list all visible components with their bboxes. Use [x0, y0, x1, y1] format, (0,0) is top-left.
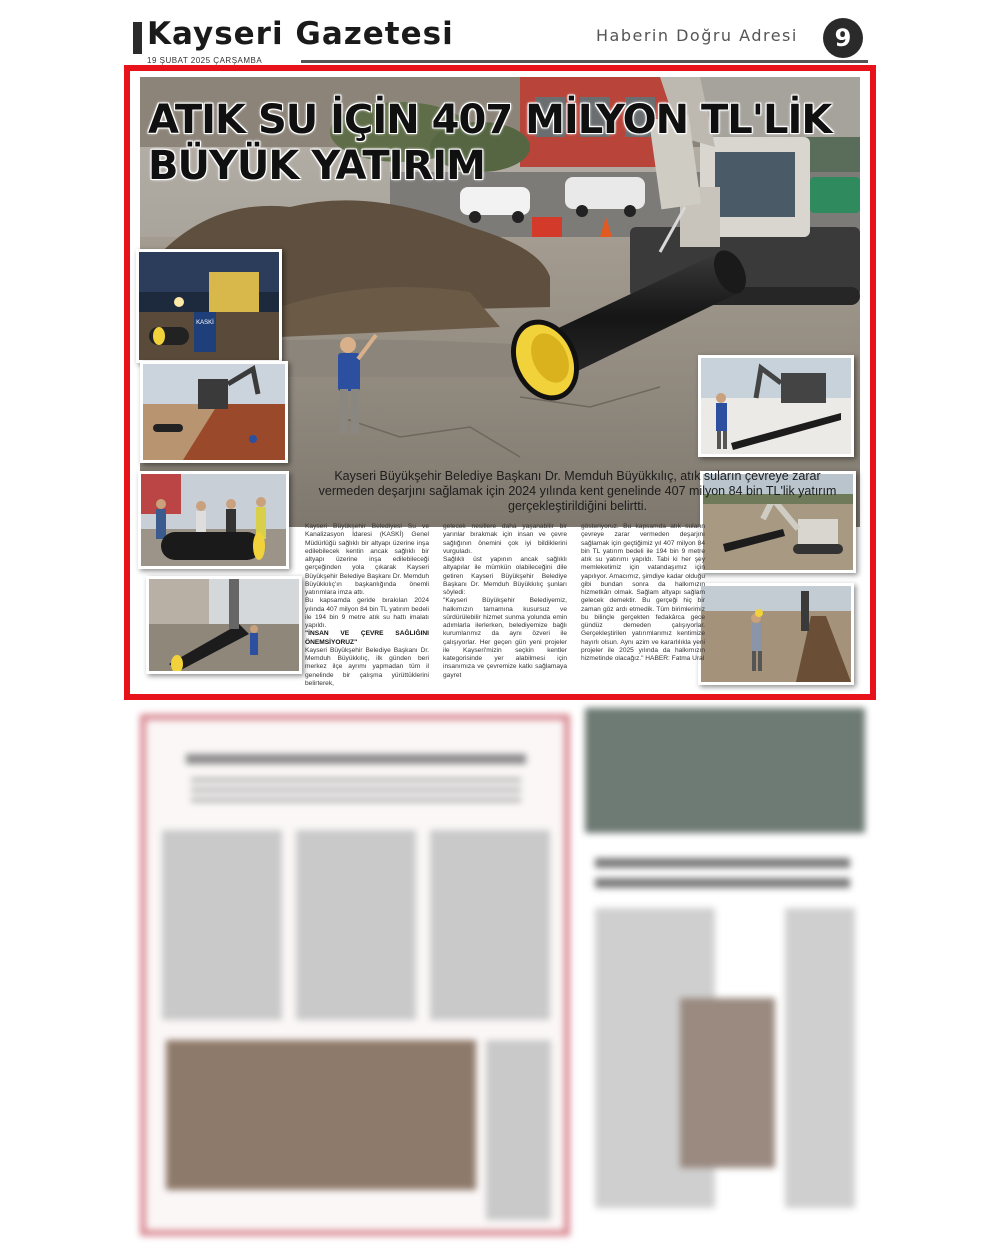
blurred-photo: [166, 1040, 476, 1190]
blurred-column: [785, 908, 855, 1208]
blurred-right-article: [585, 708, 865, 1243]
blurred-column: [296, 830, 416, 1020]
paragraph: gösteriyoruz. Bu kapsamda atık suların çevreye zarar vermeden deşarjını sağlamak için geçtiğimiz yıl 407 milyon 84 bin TL yatırım bedeli ile 194 bin 9 metre atık su yatırımı yapıldı. Tabi ki her şey memleketimiz için vatandaşımız için yapılıyor. Amacımız, şimdiye kadar olduğu gibi bundan sonra da halkımızın hizmetkârı olmak. Sağlam altyapı sağlam gelecek demektir. Bu gerçeği hiç bir zaman göz ardı etmedik. Tüm birimlerimiz bu bilinçle gerçekten fedakârca gece gündüz demeden çalışıyorlar. Gerçekleştirilen yatırımlarımız kentimize hayırlı olsun. Aynı azim ve kararlılıkla yeni projeler ile 2025 yılında da halkımızın hizmetinde olacağız." HABER: Fatma Ural: [581, 523, 705, 662]
photo-night-works: [136, 249, 282, 363]
newspaper-slogan: Haberin Doğru Adresi: [596, 26, 798, 45]
article-column-1: [305, 523, 429, 688]
blurred-headline: [186, 754, 526, 764]
blurred-other-articles: [130, 708, 870, 1243]
pipe-laying-illustration: [149, 579, 299, 671]
trench-workers-illustration: [701, 586, 851, 682]
newspaper-title: Kayseri Gazetesi: [147, 16, 454, 52]
blurred-headline: [595, 878, 850, 888]
headline-line-1: ATIK SU İÇİN 407 MİLYON TL'LİK: [148, 97, 832, 143]
masthead-logo-bar: [133, 22, 142, 54]
paragraph: "Kayseri Büyükşehir Belediyemiz, halkımızın tamamına kusursuz ve sürdürülebilir hizmet sunma yolunda emin adımlarla ilerlerken, belediyemize bağlı kurumlarımız da aynı özveri ile çalışıyorlar. Her geçen gün yeni projeler ile Kayseri'mizin seçkin kentler kategorisinde yer alabilmesi için insanımıza ve çevremize katkı sağlamaya gayret: [443, 597, 567, 679]
paragraph: gelecek nesillere daha yaşanabilir bir yarınlar bırakmak için insan ve çevre sağlığının önemini çok iyi bildiklerini vurguladı.: [443, 523, 567, 555]
paragraph: Kayseri Büyükşehir Belediye Başkanı Dr. Memduh Büyükkılıç, ilk günden beri merkez ilçe ayrımı yapmadan tüm il genelinde bir çalışma yürüttüklerini belirterek,: [305, 646, 429, 687]
trench-excavator-illustration: [143, 364, 285, 460]
article-column-2: [443, 523, 567, 680]
page-number-badge: 9: [823, 18, 863, 58]
article-column-3: [581, 523, 705, 663]
photo-worker-snow: [698, 355, 854, 457]
worker-snow-illustration: [701, 358, 851, 454]
blurred-photo: [585, 708, 865, 833]
paragraph: Bu kapsamda geride bırakılan 2024 yılında 407 milyon 84 bin TL yatırım bedeli ile 194 bin 9 metre atık su hattı imalatı yapıldı.: [305, 597, 429, 629]
issue-date: 19 ŞUBAT 2025 ÇARŞAMBA: [147, 56, 263, 65]
main-article: [124, 65, 876, 700]
photo-pipe-laying: [146, 576, 302, 674]
subheading: "İNSAN VE ÇEVRE SAĞLIĞINI ÖNEMSİYORUZ": [305, 630, 429, 646]
blurred-line: [191, 788, 521, 792]
paragraph: Kayseri Büyükşehir Belediyesi Su ve Kanalizasyon İdaresi (KASKİ) Genel Müdürlüğü sağlıklı bir altyapı üzerine inşa edilebilecek kentin ancak sağlıklı bir altyapı üzerine inşa edilebileceği gerçeğinden yola çıkarak Kayseri Büyükşehir Belediye Başkanı Dr. Memduh Büyükkılıç'ın başkanlığında önemli yatırımlara imza attı.: [305, 523, 429, 596]
headline: [148, 97, 860, 189]
masthead: [133, 18, 868, 66]
blurred-left-article: [140, 714, 570, 1236]
blurred-column: [430, 830, 550, 1020]
headline-line-2: BÜYÜK YATIRIM: [148, 143, 485, 189]
blurred-line: [191, 798, 521, 802]
officials-illustration: [141, 474, 286, 566]
blurred-column: [162, 830, 282, 1020]
blurred-column: [486, 1040, 551, 1220]
blurred-headline: [595, 858, 850, 868]
article-body: [305, 523, 705, 691]
night-works-illustration: [139, 252, 279, 360]
blurred-photo: [680, 998, 775, 1168]
photo-trench-excavator: [140, 361, 288, 463]
photo-officials: [138, 471, 289, 569]
article-lead: Kayseri Büyükşehir Belediye Başkanı Dr. Memduh Büyükkılıç, atık suların çevreye zarar vermeden deşarjını sağlamak için 2024 yılında kent genelinde 407 milyon 84 bin TL'lik yatırım gerçekleştirildiğini belirtti.: [318, 469, 837, 513]
paragraph: Sağlıklı üst yapının ancak sağlıklı altyapılar ile mümkün olabileceğini dile getiren Kayseri Büyükşehir Belediye Başkanı Dr. Memduh Büyükkılıç şunları söyledi:: [443, 556, 567, 596]
masthead-rule: [301, 60, 868, 63]
blurred-line: [191, 778, 521, 782]
photo-trench-workers: [698, 583, 854, 685]
kaski-label: KASKİ: [196, 320, 214, 326]
